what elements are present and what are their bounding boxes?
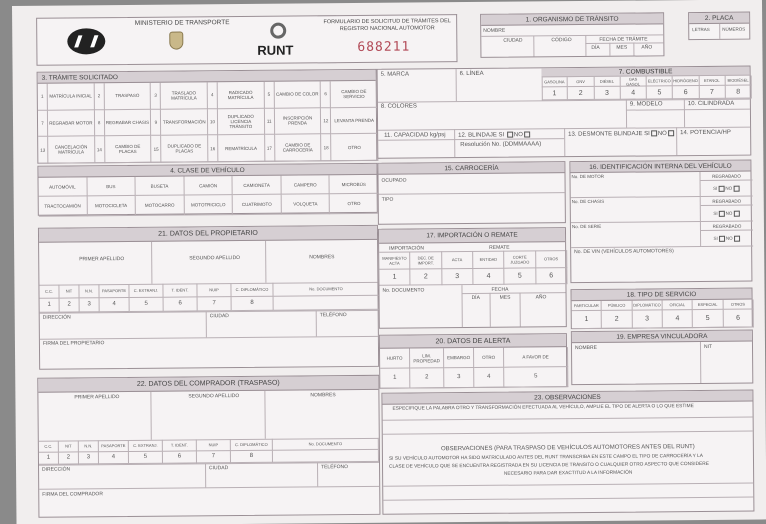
vehicle-class-option[interactable]: BUSETA <box>136 177 185 196</box>
tramite-option[interactable]: CANCELACIÓN MATRÍCULA <box>48 137 95 164</box>
fuel-option[interactable]: ETANOL <box>699 76 725 86</box>
owner-city-label: CIUDAD <box>209 313 229 320</box>
owner-surname2-label: SEGUNDO APELLIDO <box>189 255 241 262</box>
vin-label: No. DE VIN (VEHÍCULOS AUTOMOTORES) <box>574 248 674 256</box>
owner-header: 21. DATOS DEL PROPIETARIO <box>39 226 377 243</box>
alert-option[interactable]: A FAVOR DE <box>504 347 568 368</box>
doc-type-option[interactable]: PASAPORTE <box>99 284 129 298</box>
doc-type-number: 6 <box>164 297 198 311</box>
service-option[interactable]: DIPLOMÁTICO <box>632 300 662 310</box>
vehicle-id-box <box>569 160 752 284</box>
doc-type-option[interactable]: PASAPORTE <box>99 440 129 452</box>
alert-option-number: 1 <box>380 369 410 389</box>
alert-option[interactable]: HURTO <box>380 349 410 369</box>
org-city-label: CIUDAD <box>503 37 523 44</box>
tramite-option-number: 8 <box>95 110 105 137</box>
service-option-number: 3 <box>632 310 662 328</box>
tramite-option-number: 16 <box>208 136 218 163</box>
tramite-option-number: 5 <box>264 82 274 109</box>
doc-type-number: 5 <box>130 298 164 312</box>
import-option[interactable]: OTROS <box>536 250 567 268</box>
alert-option-number: 3 <box>444 368 474 388</box>
tramite-header: 3. TRÁMITE SOLICITADO <box>38 70 376 84</box>
alert-option[interactable]: LIM. PROPIEDAD <box>410 348 444 368</box>
form-header <box>36 15 336 66</box>
fuel-option-number: 6 <box>673 86 699 99</box>
vehicle-id-field[interactable]: No. DE CHASIS <box>571 197 701 223</box>
observations-line1: ESPECIFIQUE LA PALABRA OTRO Y TRANSFORMACIÓN EFECTUADA AL VEHÍCULO, AMPLIE EL TIPO DE ALERTA O LO QUE ESTIME <box>392 404 694 412</box>
body-type-label: TIPO <box>381 196 394 203</box>
service-option[interactable]: OFICIAL <box>663 300 693 310</box>
buyer-surname1-label: PRIMER APELLIDO <box>74 394 120 401</box>
capacity-label: 11. CAPACIDAD kg/psj <box>384 132 446 139</box>
doc-type-option[interactable]: N.N. <box>79 284 99 298</box>
owner-surname1-label: PRIMER APELLIDO <box>79 256 125 263</box>
owner-address-label: DIRECCIÓN <box>42 314 71 321</box>
vehicle-class-option[interactable]: CAMPERO <box>281 175 330 194</box>
doc-type-number: 6 <box>163 451 197 463</box>
regrabado-label: REGRABADO <box>701 222 753 231</box>
fuel-option-number: 5 <box>647 86 673 99</box>
form-title: FORMULARIO DE SOLICITUD DE TRÁMITES DEL REGISTRO NACIONAL AUTOMOTOR <box>323 18 451 33</box>
doc-type-option[interactable]: NUIP <box>197 283 231 297</box>
tramite-option[interactable]: REGRABAR CHASIS <box>105 109 152 136</box>
vehicle-class-option[interactable]: CAMIONETA <box>233 176 282 195</box>
vehicle-id-field[interactable]: No. DE SERIE <box>571 222 701 248</box>
tramite-option[interactable]: CAMBIO DE SERVICIO <box>331 81 378 108</box>
import-option[interactable]: ACTA <box>442 251 473 269</box>
regrabado-checkboxes: SI NO <box>701 181 753 197</box>
import-option[interactable]: DEC. DE IMPORT. <box>410 251 441 269</box>
doc-type-number <box>274 296 380 311</box>
tramite-option[interactable]: TRASPASO <box>104 83 151 110</box>
tramite-option[interactable]: CAMBIO DE COLOR <box>274 81 321 108</box>
fuel-option[interactable]: HIDRÓGENO <box>673 76 699 86</box>
import-option-number: 2 <box>411 269 442 285</box>
form-title-box <box>317 14 457 63</box>
tramite-option[interactable]: DUPLICADO LICENCIA TRÁNSITO <box>218 108 265 135</box>
vehicle-class-option[interactable]: CUATRIMOTO <box>233 195 282 215</box>
body-occupied-label: OCUPADO <box>381 177 407 184</box>
tramite-box <box>37 69 378 164</box>
import-option-number: 6 <box>536 268 567 284</box>
doc-type-option[interactable]: NIT <box>59 440 79 452</box>
owner-signature-label: FIRMA DEL PROPIETARIO <box>42 340 105 347</box>
tramite-option-number: 3 <box>151 83 161 110</box>
line-label: 6. LÍNEA <box>459 70 484 78</box>
service-option[interactable]: ESPECIAL <box>693 300 723 310</box>
doc-type-number: 4 <box>99 452 129 464</box>
regrabado-yes-checkbox[interactable] <box>719 235 725 241</box>
vehicle-class-option[interactable]: MICROBÚS <box>330 175 379 194</box>
vehicle-class-header: 4. CLASE DE VEHÍCULO <box>38 164 376 178</box>
vehicle-id-field[interactable]: No. DE MOTOR <box>570 172 700 198</box>
tramite-option-number: 13 <box>38 137 48 164</box>
ministry-label: MINISTERIO DE TRANSPORTE <box>134 19 230 27</box>
observations-line3: CLASE DE VEHÍCULO QUE SE ENCUENTRA REGISTRADA EN SU LICENCIA DE TRÁNSITO O CUALQUIER OTRO ASPECTO QUE CONSIDERE <box>389 461 709 470</box>
alert-header: 20. DATOS DE ALERTA <box>380 334 566 349</box>
import-header: 17. IMPORTACIÓN O REMATE <box>379 228 565 244</box>
vehicle-class-option[interactable]: MOTOCICLETA <box>87 196 136 216</box>
power-label: 14. POTENCIA/HP <box>680 129 731 137</box>
plate-letters-label: LETRAS <box>692 26 710 33</box>
import-option-number: 4 <box>473 269 504 285</box>
alert-option-number: 5 <box>504 367 568 388</box>
service-option-number: 5 <box>693 310 723 328</box>
doc-type-number: 2 <box>59 452 79 464</box>
buyer-surname2-label: SEGUNDO APELLIDO <box>188 393 240 400</box>
import-sub-label: IMPORTACIÓN <box>389 245 424 252</box>
fuel-option[interactable]: GNV <box>568 77 594 87</box>
fuel-header: 7. COMBUSTIBLE <box>542 67 750 78</box>
body-box <box>377 161 566 225</box>
plate-header: 2. PLACA <box>689 13 749 25</box>
import-option[interactable]: CORTE JUZGADO <box>504 250 535 268</box>
doc-type-number: 7 <box>198 297 232 311</box>
import-box <box>378 227 567 329</box>
armor-removal-label: 13. DESMONTE BLINDAJE SI NO <box>568 130 675 138</box>
owner-phone-label: TELÉFONO <box>319 312 347 319</box>
observations-line4: NECESARIO PARA DAR EXACTITUD A LA INFORMACIÓN <box>503 470 633 477</box>
service-option-number: 1 <box>572 311 602 329</box>
service-box <box>570 288 752 330</box>
alert-option[interactable]: OTRO <box>474 348 504 368</box>
doc-type-number: 1 <box>40 299 60 313</box>
vehicle-class-option[interactable]: VOLQUETA <box>282 194 331 214</box>
doc-type-number: 3 <box>80 298 100 312</box>
company-nit-label: NIT <box>703 343 713 350</box>
tramite-option-number: 10 <box>208 109 218 136</box>
tramite-option-number: 17 <box>265 135 275 162</box>
plate-numbers-label: NÚMEROS <box>722 26 746 32</box>
tramite-option[interactable]: CAMBIO DE CARROCERÍA <box>275 135 322 162</box>
observations-box <box>381 390 754 515</box>
org-date-label: FECHA DE TRÁMITE <box>599 36 648 43</box>
fuel-option-number: 2 <box>568 87 594 100</box>
regrabado-no-checkbox[interactable] <box>733 210 739 216</box>
doc-type-number <box>273 450 379 463</box>
displacement-label: 10. CILINDRADA <box>687 100 735 108</box>
owner-box <box>38 225 379 370</box>
regrabado-checkboxes: SI NO <box>701 206 753 222</box>
service-header: 18. TIPO DE SERVICIO <box>572 289 752 302</box>
doc-type-number: 3 <box>79 452 99 464</box>
tramite-option[interactable]: TRASLADO MATRÍCULA <box>161 82 208 109</box>
doc-type-option[interactable]: No. DOCUMENTO <box>273 282 379 297</box>
org-year-label: AÑO <box>641 44 653 51</box>
tramite-option-number: 9 <box>151 109 161 136</box>
service-option-number: 2 <box>602 311 632 329</box>
import-month-label: MES <box>499 294 511 301</box>
vehicle-class-box <box>37 163 377 216</box>
doc-type-number: 7 <box>197 451 231 463</box>
doc-type-option[interactable]: No. DOCUMENTO <box>273 438 379 451</box>
tramite-option-number: 12 <box>321 108 331 135</box>
doc-type-number: 5 <box>129 452 163 464</box>
doc-type-option[interactable]: C.C. <box>39 441 59 453</box>
ministry-logo <box>67 28 105 54</box>
observations-header: 23. OBSERVACIONES <box>382 391 752 405</box>
owner-names-label: NOMBRES <box>309 254 335 261</box>
doc-type-option[interactable]: NIT <box>59 284 79 298</box>
tramite-option-number: 7 <box>38 110 48 137</box>
removal-yes-checkbox[interactable] <box>651 130 657 136</box>
org-day-label: DÍA <box>591 44 600 51</box>
tramite-option-number: 1 <box>38 84 48 111</box>
vehicle-class-option[interactable]: OTRO <box>330 194 379 214</box>
import-option[interactable]: MANIFIESTO ACTA <box>379 252 410 270</box>
tramite-option-number: 15 <box>151 136 161 163</box>
runt-form <box>12 0 766 524</box>
import-day-label: DÍA <box>471 294 480 302</box>
vehicle-class-option[interactable]: AUTOMÓVIL <box>39 177 88 196</box>
vehicle-class-option[interactable]: BUS <box>87 177 136 196</box>
auction-sub-label: REMATE <box>489 244 510 251</box>
company-header: 19. EMPRESA VINCULADORA <box>572 331 752 344</box>
import-year-label: AÑO <box>535 294 547 301</box>
company-box <box>571 330 753 386</box>
fuel-option[interactable]: GASOLINA <box>542 77 568 87</box>
doc-type-number: 4 <box>100 298 130 312</box>
doc-type-number: 8 <box>232 297 274 311</box>
doc-type-number: 2 <box>60 298 80 312</box>
company-name-label: NOMBRE <box>574 344 597 352</box>
buyer-signature-label: FIRMA DEL COMPRADOR <box>42 491 103 498</box>
transit-org-box <box>480 12 664 58</box>
buyer-city-label: CIUDAD <box>209 465 229 472</box>
service-option[interactable]: PARTICULAR <box>572 301 602 311</box>
fuel-option-number: 8 <box>725 86 751 99</box>
doc-type-option[interactable]: T. IDENT. <box>163 439 197 451</box>
doc-type-option[interactable]: NUIP <box>197 439 231 451</box>
fuel-option[interactable]: BIODIÉSEL <box>725 76 751 86</box>
doc-type-option[interactable]: C. DIPLOMÁTICO <box>231 439 273 451</box>
fuel-option-number: 1 <box>542 87 568 100</box>
fuel-option[interactable]: DIÉSEL <box>594 77 620 87</box>
import-date-label: FECHA <box>491 286 509 293</box>
buyer-box <box>37 375 380 518</box>
tramite-option[interactable]: MATRÍCULA INICIAL <box>48 83 95 110</box>
transit-org-header: 1. ORGANISMO DE TRÁNSITO <box>481 13 663 26</box>
vehicle-class-option[interactable]: CAMIÓN <box>184 176 233 195</box>
regrabado-yes-checkbox[interactable] <box>718 185 724 191</box>
coat-of-arms-icon <box>169 32 183 50</box>
buyer-names-label: NOMBRES <box>310 392 336 399</box>
import-option[interactable]: ENTIDAD <box>473 251 504 269</box>
observations-subtitle: OBSERVACIONES (PARA TRASPASO DE VEHÍCULOS AUTOMOTORES ANTES DEL RUNT) <box>440 444 695 453</box>
doc-type-option[interactable]: C. DIPLOMÁTICO <box>231 283 273 297</box>
fuel-option[interactable]: GAS GASOL <box>620 76 646 86</box>
doc-type-option[interactable]: C.C. <box>39 285 59 299</box>
doc-type-option[interactable]: N.N. <box>79 440 99 452</box>
fuel-option-number: 7 <box>699 86 725 99</box>
tramite-option[interactable]: CAMBIO DE PLACAS <box>105 136 152 163</box>
alert-option[interactable]: EMBARGO <box>444 348 474 368</box>
regrabado-no-checkbox[interactable] <box>733 185 739 191</box>
armor-label: 12. BLINDAJE SI NO <box>458 131 531 138</box>
service-option-number: 4 <box>663 310 693 328</box>
armor-no-checkbox[interactable] <box>524 131 530 137</box>
doc-type-option[interactable]: C. EXTRANJ. <box>129 284 163 298</box>
tramite-option-number: 2 <box>94 83 104 110</box>
observations-line2: SI SU VEHÍCULO AUTOMOTOR HA SIDO MATRICULADO ANTES DEL RUNT TRANSCRIBA EN ESTE CAMPO EL TIPO DE CARROCERÍA Y LA <box>388 453 703 462</box>
doc-type-number: 1 <box>39 453 59 465</box>
tramite-option[interactable]: REMATRÍCULA <box>218 135 265 162</box>
body-header: 15. CARROCERÍA <box>378 162 564 175</box>
alert-option-number: 2 <box>410 368 444 388</box>
tramite-option[interactable]: OTRO <box>331 134 378 161</box>
tramite-option[interactable]: TRANSFORMACIÓN <box>161 109 208 136</box>
org-name-label: NOMBRE <box>483 27 506 34</box>
tramite-option-number: 14 <box>95 137 105 164</box>
armor-yes-checkbox[interactable] <box>507 132 513 138</box>
doc-type-option[interactable]: C. EXTRANJ. <box>129 440 163 452</box>
service-option[interactable]: OTROS <box>723 300 753 310</box>
regrabado-label: REGRABADO <box>700 172 752 181</box>
tramite-option-number: 4 <box>208 82 218 109</box>
vehicle-class-option[interactable]: MOTOCARRO <box>136 196 185 216</box>
alert-box <box>379 333 567 389</box>
vehicle-class-option[interactable]: TRACTOCAMIÓN <box>39 196 88 216</box>
tramite-option[interactable]: RADICADO MATRÍCULA <box>218 82 265 109</box>
alert-option-number: 4 <box>474 368 504 388</box>
resolution-label: Resolución No. (DDMMAAAA) <box>460 141 542 149</box>
plate-box <box>688 12 750 41</box>
import-doc-label: No. DOCUMENTO <box>382 287 425 294</box>
org-month-label: MES <box>616 44 628 51</box>
buyer-header: 22. DATOS DEL COMPRADOR (TRASPASO) <box>38 376 378 393</box>
runt-logo-icon <box>270 23 286 39</box>
buyer-phone-label: TELÉFONO <box>321 464 349 471</box>
regrabado-yes-checkbox[interactable] <box>719 210 725 216</box>
service-option-number: 6 <box>723 310 753 328</box>
doc-type-option[interactable]: T. IDENT. <box>163 283 197 297</box>
regrabado-label: REGRABADO <box>701 197 753 206</box>
brand-label: 5. MARCA <box>380 71 409 78</box>
fuel-option-number: 4 <box>620 86 646 99</box>
form-number: 688211 <box>357 39 411 55</box>
vehicle-data-box <box>377 66 752 159</box>
doc-type-number: 8 <box>231 451 273 463</box>
buyer-address-label: DIRECCIÓN <box>42 466 71 473</box>
import-option-number: 1 <box>379 270 410 286</box>
fuel-option[interactable]: ELÉCTRICO <box>647 76 673 86</box>
service-option[interactable]: PÚBLICO <box>602 301 632 311</box>
org-code-label: CÓDIGO <box>551 37 572 44</box>
tramite-option[interactable]: LEVANTA PRENDA <box>331 107 378 134</box>
tramite-option-number: 11 <box>265 108 275 135</box>
tramite-option[interactable]: INSCRIPCIÓN PRENDA <box>275 108 322 135</box>
model-label: 9. MODELO <box>629 101 663 108</box>
runt-label: RUNT <box>257 42 294 58</box>
tramite-option[interactable]: REGRABAR MOTOR <box>48 110 95 137</box>
vehicle-class-option[interactable]: MOTOTRICICLO <box>184 195 233 215</box>
import-option-number: 3 <box>442 269 473 285</box>
tramite-option-number: 18 <box>321 135 331 162</box>
removal-no-checkbox[interactable] <box>668 130 674 136</box>
colors-label: 8. COLORES <box>380 103 417 110</box>
fuel-option-number: 3 <box>594 87 620 100</box>
regrabado-no-checkbox[interactable] <box>734 235 740 241</box>
import-option-number: 5 <box>505 268 536 284</box>
vehicle-id-header: 16. IDENTIFICACIÓN INTERNA DEL VEHÍCULO <box>570 161 750 174</box>
tramite-option[interactable]: DUPLICADO DE PLACAS <box>161 136 208 163</box>
regrabado-checkboxes: SI NO <box>701 231 753 247</box>
tramite-option-number: 6 <box>321 81 331 108</box>
